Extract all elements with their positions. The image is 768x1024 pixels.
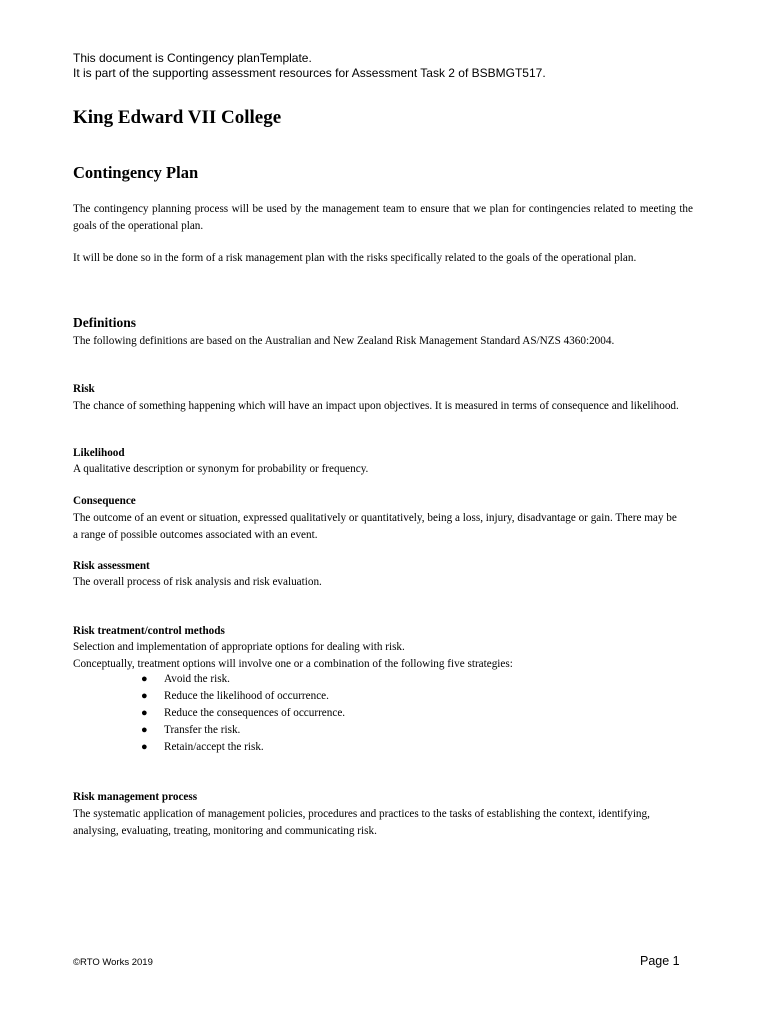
definition-risk-treatment-line-2: Conceptually, treatment options will involve one or a combination of the following five strategies: — [73, 658, 513, 670]
term-risk-management-process: Risk management process — [73, 791, 198, 803]
list-item-text: Reduce the consequences of occurrence. — [164, 707, 346, 719]
bullet-icon: ● — [141, 707, 148, 719]
footer-copyright: ©RTO Works 2019 — [73, 957, 153, 968]
list-item-text: Avoid the risk. — [164, 673, 230, 685]
bullet-icon: ● — [141, 690, 148, 702]
definition-risk-management-process: The systematic application of management policies, procedures and practices to the tasks of establishing the context, identifying, analysing, evaluating, treating, monitoring and communicating risk. — [73, 808, 650, 837]
header-line-1: This document is Contingency planTemplate. — [73, 51, 312, 65]
list-item-text: Transfer the risk. — [164, 724, 241, 736]
term-consequence: Consequence — [73, 495, 136, 507]
college-name: King Edward VII College — [73, 107, 282, 128]
footer-page-number: Page 1 — [640, 954, 680, 968]
definition-likelihood: A qualitative description or synonym for probability or frequency. — [73, 463, 369, 475]
plan-title: Contingency Plan — [73, 163, 199, 182]
definition-consequence: The outcome of an event or situation, expressed qualitatively or quantitatively, being a loss, injury, disadvantage or gain. There may be a range of possible outcomes associated with an event. — [73, 512, 677, 541]
header-line-2: It is part of the supporting assessment resources for Assessment Task 2 of BSBMGT517. — [73, 66, 546, 80]
term-risk: Risk — [73, 383, 95, 395]
intro-paragraph-2: It will be done so in the form of a risk management plan with the risks specifically related to the goals of the operational plan. — [73, 252, 637, 264]
definitions-heading: Definitions — [73, 315, 137, 330]
definition-risk-assessment: The overall process of risk analysis and risk evaluation. — [73, 576, 322, 588]
term-risk-treatment: Risk treatment/control methods — [73, 625, 225, 637]
definition-risk-treatment-line-1: Selection and implementation of appropriate options for dealing with risk. — [73, 641, 405, 653]
document-header — [73, 51, 546, 81]
intro-paragraph-1: The contingency planning process will be used by the management team to ensure that we plan for contingencies related to meeting the goals of the operational plan. — [73, 203, 693, 232]
list-item-text: Reduce the likelihood of occurrence. — [164, 690, 329, 702]
list-item-text: Retain/accept the risk. — [164, 741, 264, 753]
bullet-icon: ● — [141, 724, 148, 736]
bullet-icon: ● — [141, 741, 148, 753]
definition-risk: The chance of something happening which will have an impact upon objectives. It is measured in terms of consequence and likelihood. — [73, 400, 679, 412]
bullet-icon: ● — [141, 673, 148, 685]
term-likelihood: Likelihood — [73, 447, 125, 459]
definitions-intro: The following definitions are based on the Australian and New Zealand Risk Management Standard AS/NZS 4360:2004. — [73, 335, 615, 347]
term-risk-assessment: Risk assessment — [73, 560, 150, 572]
